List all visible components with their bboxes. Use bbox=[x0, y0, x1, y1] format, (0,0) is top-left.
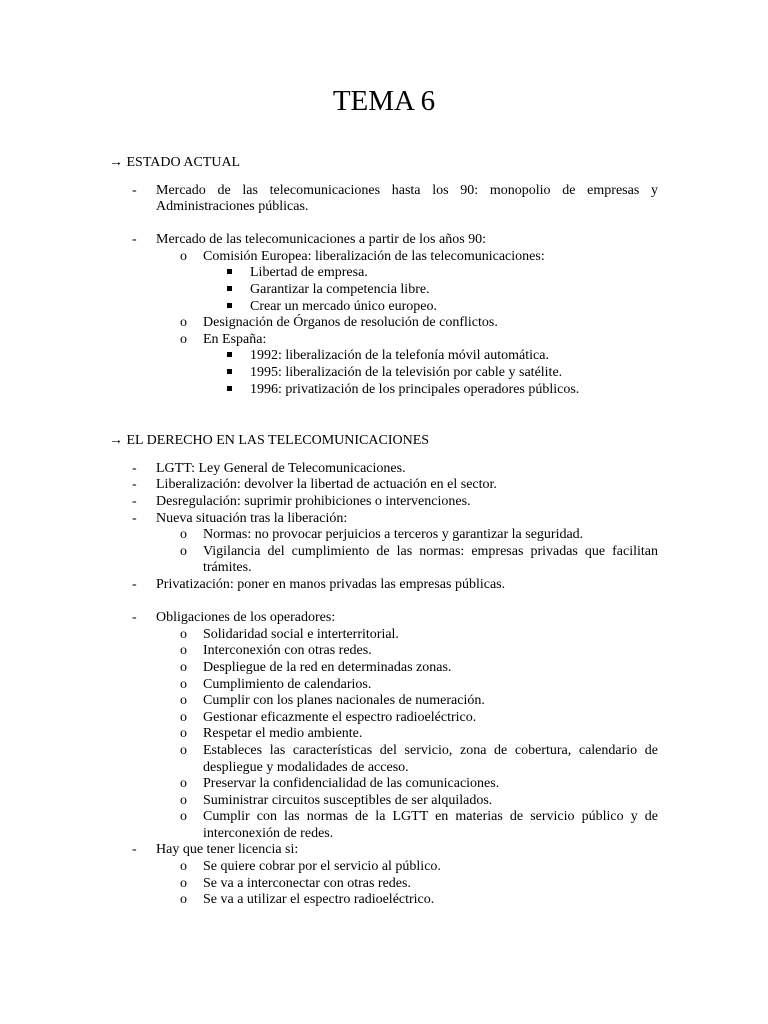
nueva-sub-2-line-1: Vigilancia del cumplimiento de las normas: empresas privadas que facilitan bbox=[203, 544, 658, 559]
obligaciones-item-4: Cumplimiento de calendarios. bbox=[203, 677, 372, 692]
obligaciones-item-2: Interconexión con otras redes. bbox=[203, 643, 372, 658]
circle-marker: o bbox=[180, 527, 187, 542]
dash-marker: - bbox=[132, 477, 137, 492]
circle-marker: o bbox=[180, 793, 187, 808]
estado-item-1-line-2: Administraciones públicas. bbox=[156, 199, 309, 214]
circle-marker: o bbox=[180, 776, 187, 791]
cumplir-line-1: Cumplir con las normas de la LGTT en materias de servicio público y de bbox=[203, 809, 658, 824]
circle-marker: o bbox=[180, 892, 187, 907]
section-heading-derecho-text: EL DERECHO EN LAS TELECOMUNICACIONES bbox=[126, 433, 430, 448]
licencia-item-1: Se quiere cobrar por el servicio al público. bbox=[203, 859, 441, 874]
circle-marker: o bbox=[180, 677, 187, 692]
estado-sub-1-item-3: Crear un mercado único europeo. bbox=[250, 299, 437, 314]
square-bullet-icon bbox=[227, 386, 232, 391]
derecho-item-4: Nueva situación tras la liberación: bbox=[156, 511, 348, 526]
square-bullet-icon bbox=[227, 352, 232, 357]
circle-marker: o bbox=[180, 693, 187, 708]
dash-marker: - bbox=[132, 461, 137, 476]
estado-sub-3-item-2: 1995: liberalización de la televisión por cable y satélite. bbox=[250, 365, 563, 380]
square-bullet-icon bbox=[227, 269, 232, 274]
circle-marker: o bbox=[180, 743, 187, 758]
derecho-item-1: LGTT: Ley General de Telecomunicaciones. bbox=[156, 461, 406, 476]
derecho-licencia: Hay que tener licencia si: bbox=[156, 842, 299, 857]
circle-marker: o bbox=[180, 876, 187, 891]
obligaciones-item-6: Gestionar eficazmente el espectro radioeléctrico. bbox=[203, 710, 477, 725]
square-bullet-icon bbox=[227, 303, 232, 308]
circle-marker: o bbox=[180, 726, 187, 741]
estado-sub-1: Comisión Europea: liberalización de las telecomunicaciones: bbox=[203, 249, 545, 264]
estado-sub-3-item-1: 1992: liberalización de la telefonía móvil automática. bbox=[250, 348, 549, 363]
obligaciones-item-1: Solidaridad social e interterritorial. bbox=[203, 627, 399, 642]
circle-marker: o bbox=[180, 315, 187, 330]
dash-marker: - bbox=[132, 577, 137, 592]
arrow-icon: → bbox=[109, 433, 123, 448]
derecho-privatizacion: Privatización: poner en manos privadas las empresas públicas. bbox=[156, 577, 506, 592]
cumplir-line-2: interconexión de redes. bbox=[203, 826, 334, 841]
dash-marker: - bbox=[132, 842, 137, 857]
estado-sub-1-item-1: Libertad de empresa. bbox=[250, 265, 368, 280]
circle-marker: o bbox=[180, 710, 187, 725]
section-heading-derecho bbox=[109, 432, 429, 449]
licencia-item-2: Se va a interconectar con otras redes. bbox=[203, 876, 411, 891]
section-heading-estado-text: ESTADO ACTUAL bbox=[126, 155, 241, 170]
obligaciones-item-3: Despliegue de la red en determinadas zonas. bbox=[203, 660, 452, 675]
circle-marker: o bbox=[180, 627, 187, 642]
estableces-line-1: Estableces las características del servicio, zona de cobertura, calendario de bbox=[203, 743, 658, 758]
estableces-line-2: despliegue y modalidades de acceso. bbox=[203, 760, 409, 775]
dash-marker: - bbox=[132, 610, 137, 625]
licencia-item-3: Se va a utilizar el espectro radioeléctrico. bbox=[203, 892, 435, 907]
section-heading-estado bbox=[109, 154, 240, 171]
derecho-obligaciones: Obligaciones de los operadores: bbox=[156, 610, 336, 625]
estado-sub-2: Designación de Órganos de resolución de conflictos. bbox=[203, 315, 498, 330]
estado-item-1-line-1: Mercado de las telecomunicaciones hasta los 90: monopolio de empresas y bbox=[156, 183, 658, 198]
nueva-sub-2-line-2: trámites. bbox=[203, 560, 252, 575]
circle-marker: o bbox=[180, 249, 187, 264]
preservar-item: Preservar la confidencialidad de las comunicaciones. bbox=[203, 776, 500, 791]
square-bullet-icon bbox=[227, 286, 232, 291]
derecho-item-2: Liberalización: devolver la libertad de actuación en el sector. bbox=[156, 477, 497, 492]
dash-marker: - bbox=[132, 183, 137, 198]
estado-sub-3-item-3: 1996: privatización de los principales operadores públicos. bbox=[250, 382, 580, 397]
circle-marker: o bbox=[180, 643, 187, 658]
estado-sub-3: En España: bbox=[203, 332, 267, 347]
estado-sub-1-item-2: Garantizar la competencia libre. bbox=[250, 282, 430, 297]
arrow-icon: → bbox=[109, 155, 123, 170]
circle-marker: o bbox=[180, 544, 187, 559]
circle-marker: o bbox=[180, 859, 187, 874]
dash-marker: - bbox=[132, 494, 137, 509]
page-title: TEMA 6 bbox=[332, 85, 436, 117]
obligaciones-item-5: Cumplir con los planes nacionales de numeración. bbox=[203, 693, 485, 708]
square-bullet-icon bbox=[227, 369, 232, 374]
dash-marker: - bbox=[132, 232, 137, 247]
circle-marker: o bbox=[180, 809, 187, 824]
estado-item-2: Mercado de las telecomunicaciones a partir de los años 90: bbox=[156, 232, 487, 247]
dash-marker: - bbox=[132, 511, 137, 526]
suministrar-item: Suministrar circuitos susceptibles de ser alquilados. bbox=[203, 793, 493, 808]
circle-marker: o bbox=[180, 660, 187, 675]
obligaciones-item-7: Respetar el medio ambiente. bbox=[203, 726, 363, 741]
nueva-sub-1: Normas: no provocar perjuicios a terceros y garantizar la seguridad. bbox=[203, 527, 584, 542]
derecho-item-3: Desregulación: suprimir prohibiciones o intervenciones. bbox=[156, 494, 471, 509]
circle-marker: o bbox=[180, 332, 187, 347]
